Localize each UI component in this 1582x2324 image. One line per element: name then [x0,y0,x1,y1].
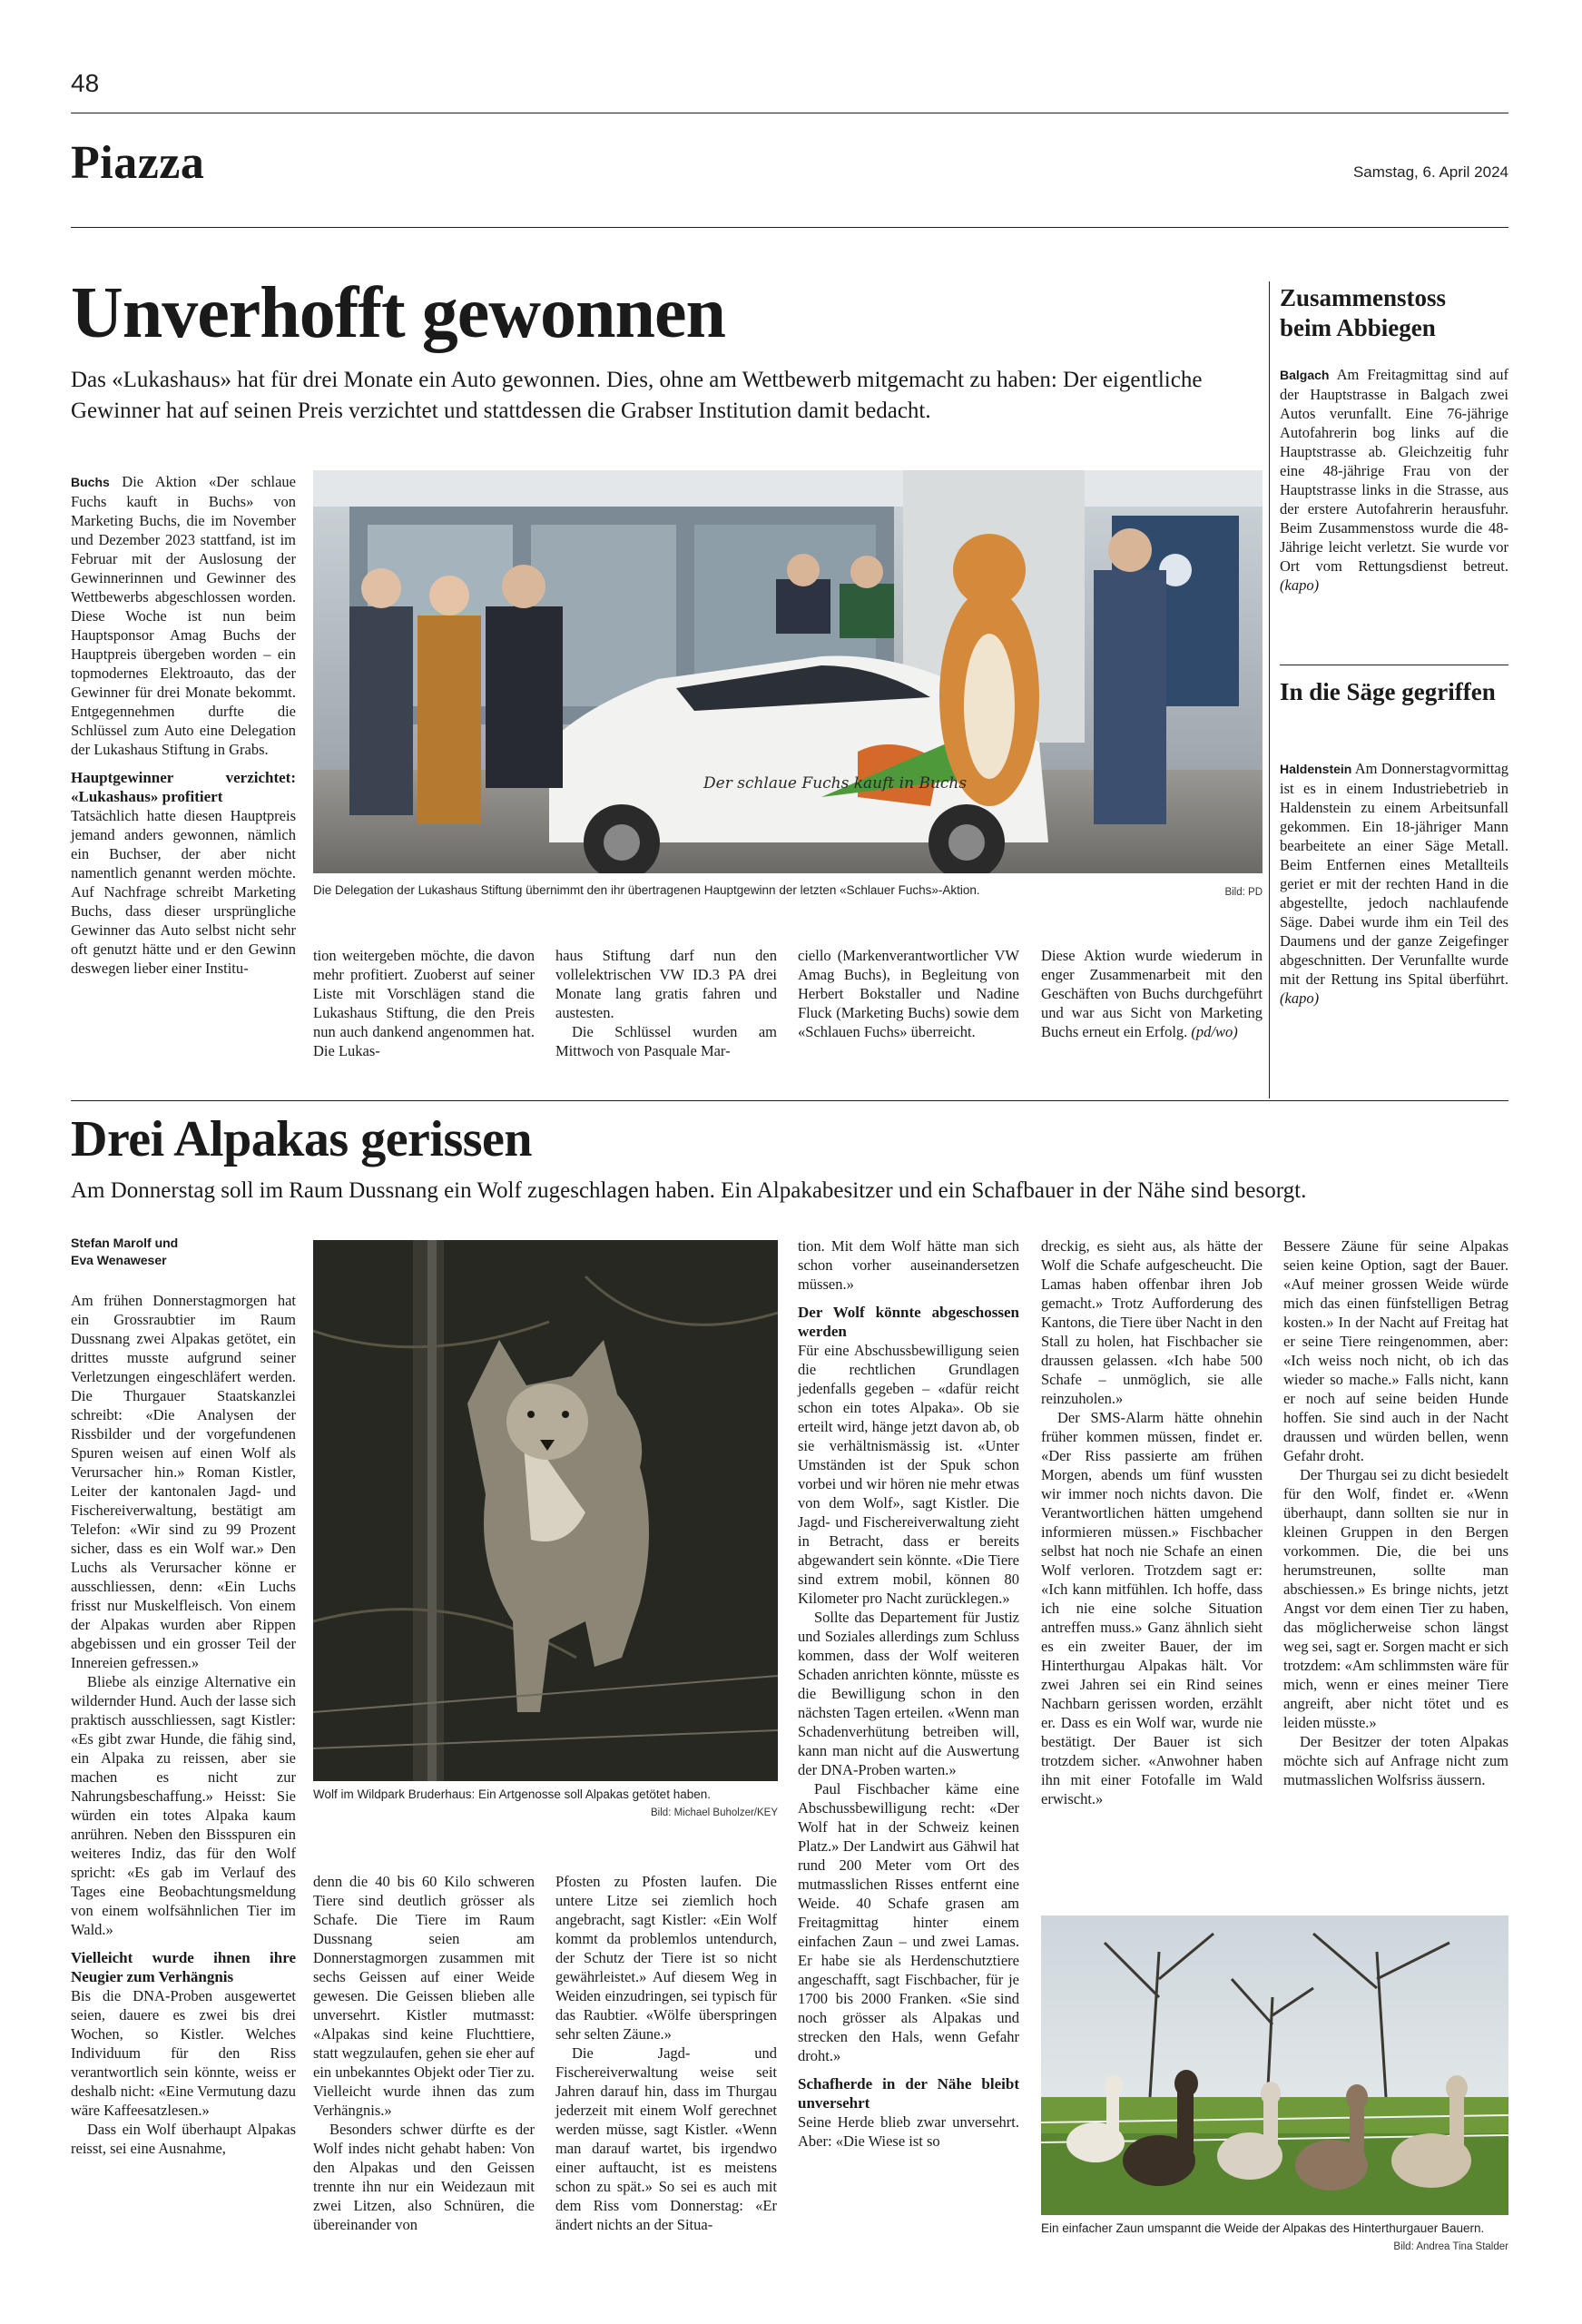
sidebar-divider [1269,281,1270,1098]
story2-subhead-1: Vielleicht wurde ihnen ihre Neugier zum Verhängnis [71,1949,296,1985]
story2-column-4: tion. Mit dem Wolf hätte man sich schon vorher auseinandersetzen müssen.» Der Wolf könnte abgeschossen werden Für eine Abschussbewilligung seien die rechtlichen Grundlagen jedenfalls gegeben – «dafür reicht schon ein totes Alpaka». Ob sie erteilt wird, hänge jetzt davon ab, ob sie verhältnismässig ist. «Unter Umständen ist der Spuk schon vorbei und wir hören nie mehr etwas von dem Wolf», sagt Kistler. Die Jagd- und Fischereiverwaltung zieht in Betracht, dass er bereits abgewandert sein könnte. «Die Tiere sind extrem mobil, können 80 Kilometer pro Nacht zurücklegen.» Sollte das Departement für Justiz und Soziales allerdings zum Schluss kommen, dass der Wolf weiteren Schaden anrichten könnte, müsste es die Bewilligung schon in den nächsten Tagen erteilen. «Wenn man Schadenverhütung betreiben will, kann man nicht auf die Auswertung der DNA-Proben warten.» Paul Fischbacher käme eine Abschussbewilligung recht: «Der Wolf hat in der Schweiz keinen Platz.» Der Landwirt aus Gähwil hat rund 200 Meter vom Ort des mutmasslichen Risses entfernt eine Weide. 40 Schafe grasen am Freitagmittag hinter einem einfachen Zaun – und zwei Lamas. Er habe sie als Herdenschutztiere angeschafft, sagt Fischbacher, für je 1700 bis 2000 Franken. «Sie sind noch grösser als Alpakas und strecken den Hals, wenn Gefahr droht.» Schafherde in der Nähe bleibt unversehrt Seine Herde blieb zwar unversehrt. Aber: «Die Wiese ist so [798,1237,1019,2150]
lead-dateline: Buchs [71,475,110,489]
brief2-body: Haldenstein Am Donnerstagvormittag ist es in einem Industriebetrieb in Haldenstein zu einem Arbeitsunfall gekommen. Ein 18-jähriger Mann bearbeitete an einer Säge Metall. Beim Entfernen eines Metallteils geriet er mit der rechten Hand in die abgestellte, jedoch nachlaufende Säge. Dabei wurde ihm ein Teil des Daumens und der ganze Zeigefinger abgeschnitten. Der Verunfallte wurde mit der Rettung ins Spital überführt. (kapo) [1280,760,1509,1007]
section-title: Piazza [71,137,205,189]
brief1-body: Balgach Am Freitagmittag sind auf der Hauptstrasse in Balgach zwei Autos verunfallt. Eine 76-jährige Autofahrerin bog links auf die Hauptstrasse ab. Gleichzeitig fuhr eine 48-jährige Frau von der Hauptstrasse links in die Strasse, aus der erstere Autofahrerin herausfuhr. Beim Zusammenstoss wurde die 48-Jährige leicht verletzt. Sie wurde vor Ort vom Rettungsdienst betreut. (kapo) [1280,366,1508,594]
story2-column-3-bottom: Pfosten zu Pfosten laufen. Die untere Litze sei ziemlich hoch angebracht, sagt Kistler: «Ein Wolf kommt da problemlos untendurch, der Schutz der Tiere ist so nicht gewährleistet.» Auf diesem Weg in Weiden einzudringen, sei typisch für das Raubtier. «Wölfe überspringen sehr selten Zäune.» Die Jagd- und Fischereiverwaltung weise seit Jahren darauf hin, dass im Thurgau jederzeit mit einem Wolf gerechnet werden müsse, sagt Kistler. «Wenn man darauf wartet, bis irgendwo einer auftaucht, ist es meistens schon zu spät.» So sei es auch mit dem Riss vom Donnerstag: «Er ändert nichts an der Situa- [555,1873,777,2233]
story2-dek: Am Donnerstag soll im Raum Dussnang ein Wolf zugeschlagen haben. Ein Alpakabesitzer und ein Schafbauer in der Nähe sind besorgt. [71,1178,1307,1203]
story2-column-2: denn die 40 bis 60 Kilo schweren Tiere sind deutlich grösser als Schafe. Die Tiere im Raum Dussnang seien am Donnerstagmorgen zusammen mit sechs Geissen auf einer Weide gewesen. Die Geissen blieben alle unversehrt. Kistler mutmasst: «Alpakas sind keine Fluchttiere, statt wegzulaufen, gehen sie eher auf ein unbekanntes Objekt oder Tier zu. Vielleicht wurde ihnen das zum Verhängnis.» Besonders schwer dürfte es der Wolf indes nicht gehabt haben: Von den Alpakas und den Geissen trennte ihn nur ein Weidezaun mit zwei Litzen, also Schnüren, die übereinander von [313,1873,535,2233]
brief2-headline: In die Säge gegriffen [1280,678,1496,705]
lead-headline: Unverhofft gewonnen [71,273,725,353]
alpaca-photo [1041,1915,1508,2215]
lead-col1-text2: Tatsächlich hatte diesen Hauptpreis jemand anders gewonnen, nämlich ein Buchser, der aber nicht namentlich genannt werden möchte. Auf Nachfrage schreibt Marketing Buchs, dass dieser ursprüngliche Gewinner das Auto selbst nicht sehr oft genutzt hätte und er den Gewinn deswegen lieber einer Institu- [71,807,296,977]
lead-dek: Das «Lukashaus» hat für drei Monate ein Auto gewonnen. Dies, ohne am Wettbewerb mitgemacht zu haben: Der eigentliche Gewinner hat auf seinen Preis verzichtet und stattdessen die Grabser Institution damit bedacht. [71,368,1203,423]
lead-photo-caption: Die Delegation der Lukashaus Stiftung übernimmt den ihr übertragenen Hauptgewinn der letzten «Schlauer Fuchs»-Aktion. [313,883,980,897]
issue-date: Samstag, 6. April 2024 [1352,163,1508,181]
story2-byline: Stefan Marolf und Eva Wenaweser [71,1236,179,1267]
lead-photo [313,470,1263,873]
lead-column-3: haus Stiftung darf nun den vollelektrischen VW ID.3 PA drei Monate lang gratis fahren und austesten. Die Schlüssel wurden am Mittwoch von Pasquale Mar- [555,947,777,1059]
brief1-headline: Zusammenstoss beim Abbiegen [1280,284,1447,341]
story2-subhead-2: Der Wolf könnte abgeschossen werden [798,1304,1019,1340]
lead-subhead: Hauptgewinner verzichtet: «Lukashaus» profitiert [71,769,296,805]
story2-headline: Drei Alpakas gerissen [71,1111,533,1167]
alpaca-photo-caption: Ein einfacher Zaun umspannt die Weide der Alpakas des Hinterthurgauer Bauern. [1041,2221,1485,2235]
wolf-photo [313,1240,778,1781]
story2-column-6: Bessere Zäune für seine Alpakas seien keine Option, sagt der Bauer. «Auf meiner grossen Weide würde mich das einen fünfstelligen Betrag kosten.» In der Nacht auf Freitag hat er seine Tiere reingenommen, aber: «Ich weiss noch nicht, ob ich das wieder so mache.» Falls nicht, kann er noch auf seine beiden Hunde hoffen. Sie sind auch in der Nacht draussen und würden bellen, wenn Gefahr droht. Der Thurgau sei zu dicht besiedelt für den Wolf, findet er. «Wenn überhaupt, dann sollten sie nur in kleinen Gruppen in den Bergen vorkommen. Die, die bei uns herumstreunen, sollte man abschiessen.» Es bringe nichts, jetzt Angst vor dem einen Tier zu haben, das möglicherweise schon längst weg sei, sagt er. Sorgen macht er sich trotzdem: «Am schlimmsten wäre für mich, wenn er eines meiner Tiere angreift, aber nicht tötet und es leiden müsste.» Der Besitzer der toten Alpakas möchte sich auf Anfrage nicht zum mutmasslichen Wolfsriss äussern. [1283,1237,1508,1788]
lead-column-2: tion weitergeben möchte, die davon mehr profitiert. Zuoberst auf seiner Liste mit Vorschlägen stand die Lukashaus Stiftung, die den Preis nun auch dankend angenommen hat. Die Lukas- [313,947,535,1059]
story2-column-1: Am frühen Donnerstagmorgen hat ein Grossraubtier im Raum Dussnang zwei Alpakas getötet, ein drittes musste aufgrund seiner Verletzungen eingeschläfert werden. Die Thurgauer Staatskanzlei schreibt: «Die Analysen der Rissbilder und der vorgefundenen Spuren weisen auf einen Wolf als Verursacher hin.» Roman Kistler, Leiter der kantonalen Jagd- und Fischereiverwaltung, bestätigt am Telefon: «Wir sind zu 99 Prozent sicher, dass es ein Wolf war.» Den Luchs als Verursacher könne er ausschliessen, denn: «Ein Luchs frisst nur Muskelfleisch. Von einem der Alpakas wurden aber Rippen abgebissen und ein grosser Teil der Innereien gefressen.» Bliebe als einzige Alternative ein wildernder Hund. Auch der lasse sich praktisch ausschliessen, sagt Kistler: «Es gibt zwar Hunde, die fähig sind, ein Alpaka zu reissen, aber sie machen es nicht zur Nahrungsbeschaffung.» Heisst: Sie würden ein totes Alpaka kaum anrühren. Neben den Bissspuren ein weiteres Indiz, das für den Wolf spricht: «Es gab im Verlauf des Tages eine Beobachtungsmeldung von einem wolfsähnlichen Tier im Wald.» Vielleicht wurde ihnen ihre Neugier zum Verhängnis Bis die DNA-Proben ausgewertet seien, dauere es zwei bis drei Wochen, so Kistler. Welches Individuum für den Riss verantwortlich sein könnte, weiss er deshalb nicht: «Eine Vermutung dazu wäre Kaffeesatzlesen.» Dass ein Wolf überhaupt Alpakas reisst, sei eine Ausnahme, [71,1292,296,2157]
story2-rule [71,1100,1508,1101]
wolf-photo-credit: Bild: Michael Buholzer/KEY [651,1807,778,1818]
wolf-photo-caption: Wolf im Wildpark Bruderhaus: Ein Artgenosse soll Alpakas getötet haben. [313,1787,711,1801]
story2-subhead-3: Schafherde in der Nähe bleibt unversehrt [798,2075,1019,2112]
car-lettering: Der schlaue Fuchs kauft in Buchs [703,774,968,793]
story2-column-5: dreckig, es sieht aus, als hätte der Wolf die Schafe aufgescheucht. Die Lamas haben offenbar ihren Job gemacht.» Trotz Aufforderung des Kantons, die Tiere über Nacht in den Stall zu holen, hat Fischbacher sie draussen gelassen. «Ich habe 500 Schafe – unmöglich, sie alle reinzuholen.» Der SMS-Alarm hätte ohnehin früher kommen müssen, findet er. «Der Riss passierte am frühen Morgen, abends um fünf wussten wir immer noch nichts davon. Die Verantwortlichen hätten umgehend informieren müssen.» Fischbacher selbst hat noch nie Schafe an einen Wolf verloren. Trotzdem sagt er: «Ich kann mitfühlen. Ich hoffe, dass ich nie eine solche Situation antreffen muss.» Ganz ähnlich sieht es ein zweiter Bauer, der im Hinterthurgau Alpakas hält. Vor zwei Jahren sei ein Rind seines Nachbarn gerissen worden, erzählt er. Dass es ein Wolf war, wurde nie bestätigt. Der Bauer ist sich trotzdem sicher. «Anwohner haben ihn mit einer Fotofalle im Wald erwischt.» [1041,1237,1263,1807]
lead-photo-credit: Bild: PD [1224,887,1263,898]
alpaca-photo-credit: Bild: Andrea Tina Stalder [1393,2241,1508,2252]
lead-column-5: Diese Aktion wurde wiederum in enger Zusammenarbeit mit den Geschäften von Buchs durchgeführt und war aus Sicht von Marketing Buchs erneut ein Erfolg. (pd/wo) [1041,947,1263,1040]
header-rule-bottom [71,227,1508,228]
lead-column-1 [71,472,296,978]
lead-column-4: ciello (Markenverantwortlicher VW Amag Buchs), in Begleitung von Herbert Bokstaller und Nadine Fluck (Marketing Buchs) sowie dem «Schlauen Fuchs» überreicht. [798,947,1019,1040]
lead-col1-text: Die Aktion «Der schlaue Fuchs kauft in Buchs» von Marketing Buchs, die im November und Dezember 2023 stattfand, ist im Februar mit der Auslosung der Gewinnerinnen und Gewinner des Wettbewerbs abgeschlossen worden. Diese Woche ist nun beim Hauptsponsor Amag Buchs der Hauptpreis übergeben worden – ein topmodernes Elektroauto, das der Gewinner für drei Monate bekommt. Entgegennehmen durfte die Schlüssel zum Auto eine Delegation der Lukashaus Stiftung in Grabs. [71,473,296,758]
page-number: 48 [71,69,100,97]
